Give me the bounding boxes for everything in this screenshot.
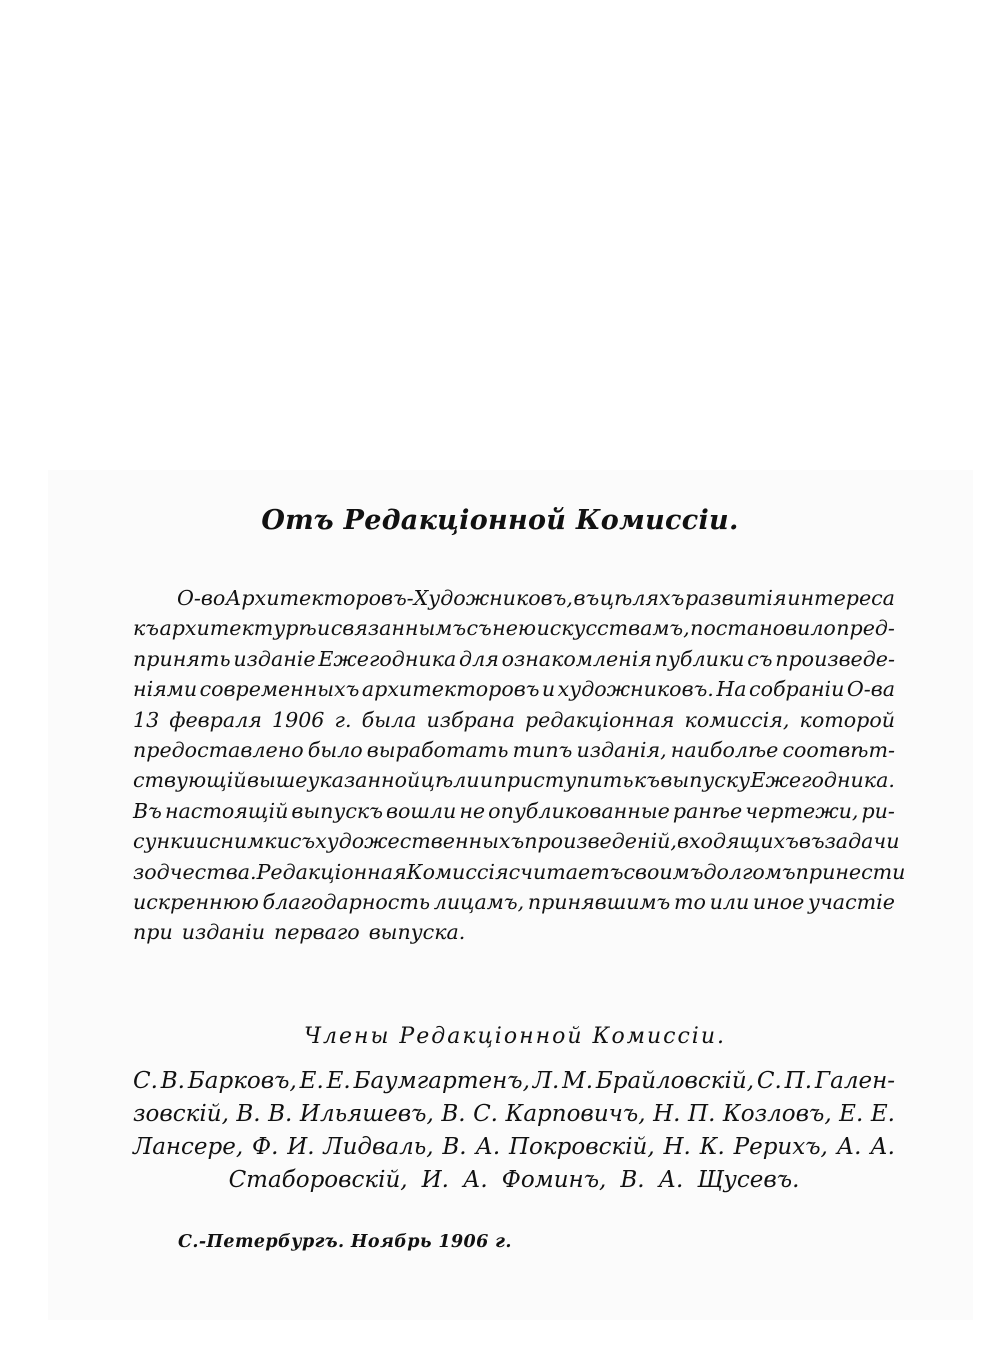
word: П. bbox=[784, 1068, 813, 1094]
body-line bbox=[133, 826, 900, 856]
word: съ bbox=[466, 616, 492, 641]
word: зовскій, bbox=[133, 1101, 229, 1127]
word: изданіи bbox=[181, 920, 265, 945]
body-line bbox=[133, 674, 895, 704]
word: считаетъ bbox=[508, 859, 624, 884]
word: въ bbox=[798, 829, 825, 854]
word: избрана bbox=[426, 707, 515, 732]
word: Лидваль, bbox=[323, 1134, 434, 1160]
word: Карповичъ, bbox=[505, 1101, 646, 1127]
body-line bbox=[133, 735, 895, 765]
word: принять bbox=[133, 646, 231, 671]
word: В. bbox=[441, 1101, 466, 1127]
word: архитекторовъ bbox=[361, 677, 540, 702]
word: художественныхъ bbox=[315, 829, 525, 854]
word: соотвѣт- bbox=[782, 737, 895, 762]
word: Баумгартенъ, bbox=[353, 1068, 530, 1094]
word: задачи bbox=[824, 829, 900, 854]
word: Покровскій, bbox=[508, 1134, 655, 1160]
word: В. bbox=[268, 1101, 293, 1127]
word: Н. bbox=[653, 1101, 681, 1127]
word: П. bbox=[688, 1101, 716, 1127]
word: комиссія, bbox=[684, 707, 790, 732]
word: не bbox=[459, 798, 486, 823]
word: участіе bbox=[808, 889, 895, 914]
word: типъ bbox=[512, 737, 573, 762]
word: А. bbox=[475, 1134, 501, 1160]
word: съ bbox=[747, 646, 773, 671]
word: ри- bbox=[861, 798, 895, 823]
word: и bbox=[479, 768, 494, 793]
word: своимъ bbox=[623, 859, 704, 884]
word: И. bbox=[421, 1167, 449, 1193]
word: А. bbox=[836, 1134, 862, 1160]
word: Е. bbox=[299, 1068, 324, 1094]
word: лицамъ, bbox=[433, 889, 525, 914]
body-line bbox=[133, 705, 895, 735]
word: нею bbox=[492, 616, 537, 641]
word: собраніи bbox=[749, 677, 845, 702]
word: и bbox=[317, 616, 331, 641]
members-title: Члены Редакціонной Комиссіи. bbox=[304, 1024, 726, 1049]
word: и bbox=[195, 829, 209, 854]
word: архитектурѣ bbox=[159, 616, 317, 641]
word: опубликованные bbox=[488, 798, 670, 823]
word: вошли bbox=[386, 798, 457, 823]
word: В. bbox=[620, 1167, 645, 1193]
word: цѣляхъ bbox=[599, 586, 685, 610]
word: М. bbox=[562, 1068, 594, 1094]
word: настоящій bbox=[164, 798, 289, 823]
word: г. bbox=[334, 707, 352, 732]
members-line bbox=[133, 1164, 895, 1197]
word: ознакомленія bbox=[501, 646, 652, 671]
word: Лансере, bbox=[133, 1134, 244, 1160]
word: то bbox=[673, 889, 706, 914]
word: Барковъ, bbox=[187, 1068, 297, 1094]
word: для bbox=[459, 646, 499, 671]
word: пред- bbox=[836, 616, 895, 641]
word: В. bbox=[236, 1101, 261, 1127]
word: Архитекторовъ-Художниковъ, bbox=[225, 586, 573, 610]
word: было bbox=[307, 737, 363, 762]
word: А. bbox=[463, 1167, 488, 1193]
word: изданіе bbox=[233, 646, 316, 671]
members-line bbox=[133, 1131, 895, 1164]
word: чертежи, bbox=[745, 798, 859, 823]
word: долгомъ bbox=[703, 859, 796, 884]
word: входящихъ bbox=[676, 829, 799, 854]
word: выпуска. bbox=[368, 920, 466, 945]
word: снимки bbox=[208, 829, 290, 854]
word: принести bbox=[795, 859, 906, 884]
body-line bbox=[133, 644, 895, 674]
word: благодарность bbox=[262, 889, 431, 914]
word: С. bbox=[756, 1068, 782, 1094]
word: принявшимъ bbox=[527, 889, 671, 914]
word: къ bbox=[133, 616, 160, 641]
word: постановило bbox=[690, 616, 836, 641]
word: и bbox=[541, 677, 556, 702]
word: Козловъ, bbox=[722, 1101, 832, 1127]
word: О-ва bbox=[846, 677, 895, 702]
word: А. bbox=[658, 1167, 684, 1193]
word: приступить bbox=[493, 768, 634, 793]
word: или bbox=[709, 889, 750, 914]
word: С. bbox=[133, 1068, 158, 1094]
word: Ежегодника. bbox=[750, 768, 895, 793]
word: Гален- bbox=[814, 1068, 895, 1094]
word: выработать bbox=[366, 737, 509, 762]
word: ніями bbox=[133, 677, 198, 702]
word: связаннымъ bbox=[330, 616, 467, 641]
word: 1906 bbox=[271, 707, 325, 732]
word: интереса bbox=[787, 586, 895, 610]
word: Ф. bbox=[252, 1134, 279, 1160]
body-line bbox=[133, 765, 895, 795]
word: Н. bbox=[663, 1134, 691, 1160]
word: публики bbox=[654, 646, 745, 671]
word: В. bbox=[442, 1134, 467, 1160]
word: К. bbox=[699, 1134, 725, 1160]
word: выпускъ bbox=[291, 798, 383, 823]
word: искреннюю bbox=[133, 889, 259, 914]
word: наиболѣе bbox=[670, 737, 779, 762]
body-paragraph bbox=[133, 583, 906, 948]
word: вышеуказанной bbox=[246, 768, 421, 793]
word: О-во bbox=[177, 586, 226, 610]
word: перваго bbox=[273, 920, 360, 945]
word: Комиссія bbox=[406, 859, 509, 884]
body-line bbox=[133, 583, 895, 613]
word: выпуску bbox=[660, 768, 751, 793]
word: А. bbox=[870, 1134, 895, 1160]
word: сунки bbox=[133, 829, 196, 854]
body-line bbox=[133, 917, 895, 947]
word: произведе- bbox=[775, 646, 895, 671]
word: развитія bbox=[684, 586, 787, 610]
word: Въ bbox=[133, 798, 162, 823]
members-list bbox=[133, 1065, 895, 1197]
word: февраля bbox=[169, 707, 262, 732]
body-line bbox=[133, 613, 895, 643]
word: Ильяшевъ, bbox=[299, 1101, 434, 1127]
word: Фоминъ, bbox=[501, 1167, 607, 1193]
word: къ bbox=[633, 768, 660, 793]
word: въ bbox=[573, 586, 600, 610]
word: изданія, bbox=[576, 737, 667, 762]
signature-line: С.-Петербургъ. Ноябрь 1906 г. bbox=[178, 1232, 512, 1252]
word: Стаборовскій, bbox=[228, 1167, 408, 1193]
word: ствующій bbox=[133, 768, 247, 793]
body-line bbox=[133, 796, 895, 826]
word: 13 bbox=[133, 707, 160, 732]
word: ранѣе bbox=[672, 798, 743, 823]
word: была bbox=[361, 707, 417, 732]
members-line bbox=[133, 1098, 895, 1131]
word: Е. bbox=[839, 1101, 864, 1127]
word: Е. bbox=[326, 1068, 351, 1094]
word: предоставлено bbox=[133, 737, 304, 762]
members-line bbox=[133, 1065, 895, 1098]
body-line bbox=[133, 887, 895, 917]
body-line bbox=[133, 857, 906, 887]
word: произведеній, bbox=[524, 829, 677, 854]
word: съ bbox=[289, 829, 316, 854]
word: цѣли bbox=[420, 768, 480, 793]
word: Брайловскій, bbox=[595, 1068, 754, 1094]
word: редакціонная bbox=[524, 707, 675, 732]
word: Л. bbox=[532, 1068, 560, 1094]
word: художниковъ. bbox=[557, 677, 714, 702]
word: искусствамъ, bbox=[536, 616, 690, 641]
word: Е. bbox=[870, 1101, 895, 1127]
word: Рерихъ, bbox=[733, 1134, 828, 1160]
word: зодчества. bbox=[133, 859, 257, 884]
word: при bbox=[133, 920, 173, 945]
word: современныхъ bbox=[199, 677, 360, 702]
word: С. bbox=[473, 1101, 498, 1127]
word: которой bbox=[799, 707, 895, 732]
word: В. bbox=[160, 1068, 185, 1094]
word: На bbox=[716, 677, 747, 702]
word: иное bbox=[752, 889, 805, 914]
word: И. bbox=[287, 1134, 315, 1160]
word: Щусевъ. bbox=[697, 1167, 800, 1193]
word: Ежегодника bbox=[318, 646, 457, 671]
document-heading: Отъ Редакціонной Комиссіи. bbox=[261, 505, 739, 536]
word: Редакціонная bbox=[256, 859, 407, 884]
